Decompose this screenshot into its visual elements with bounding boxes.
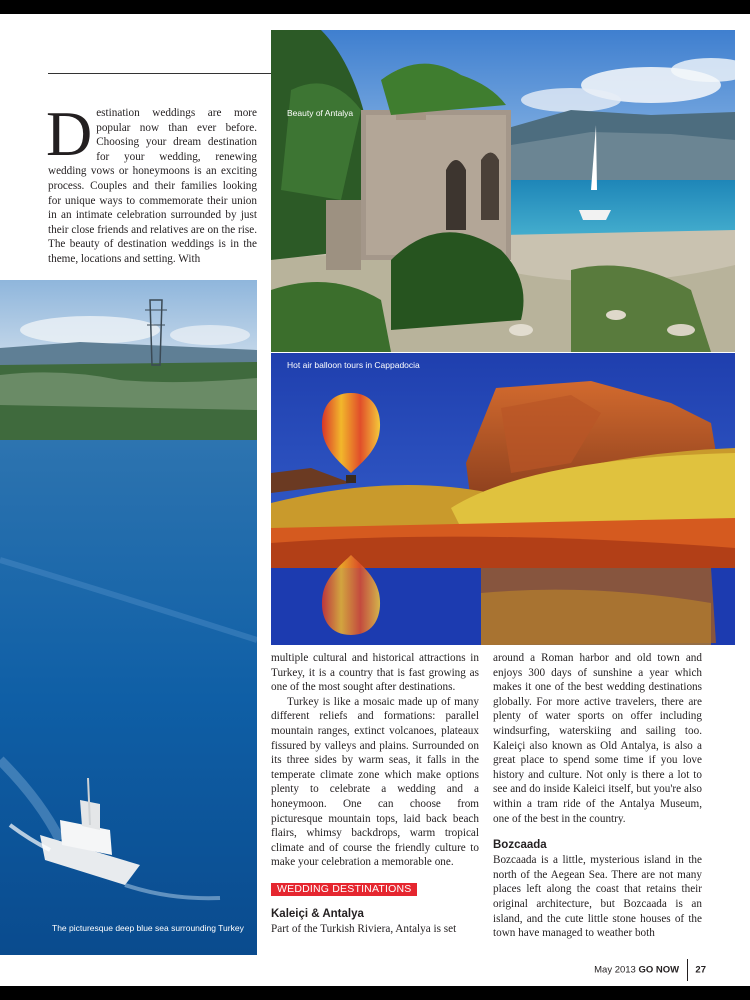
article-column-3 [493,651,702,941]
intro-paragraph [46,98,257,267]
photo-cappadocia [271,353,735,645]
photo-antalya [271,30,735,352]
footer-brand: GO NOW [638,964,680,976]
footer-issue: May 2013 [594,964,636,976]
intro-text: estination weddings are more popular now than ever before. Choosing your dream destination for your wedding, renewing wedding vows or honeymoons is an exciting process. Couples and their families looking for unique ways to commemorate their union in an intimate celebration surrounded by just their close friends and relatives are on the rise. The beauty of destination weddings is in the theme, locations and setting. With [48,107,257,265]
subhead-kaleici-antalya: Kaleiçi & Antalya [271,907,364,920]
footer-separator [687,959,688,981]
col3-paragraph-2: Bozcaada is a little, mysterious island in the north of the Aegean Sea. There are not many places left along the coast that retains their original architecture, but Bozcaada is an island, and the cute little stone houses of the town have managed to weather both [493,854,702,940]
page-number: 27 [695,964,706,976]
antalya-ruins-image [271,30,735,352]
col2-paragraph-3: Part of the Turkish Riviera, Antalya is set [271,922,457,935]
drop-cap: D [46,98,93,169]
subhead-bozcaada: Bozcaada [493,839,547,852]
cappadocia-balloon-image [271,353,735,645]
caption-antalya: Beauty of Antalya [287,108,354,118]
header-rule [48,73,272,74]
col2-paragraph-1: multiple cultural and historical attractions in Turkey, it is a country that is fast growing as one of the most sought after destinations. [271,652,479,694]
caption-cappadocia: Hot air balloon tours in Cappadocia [287,360,420,370]
col3-paragraph-1: around a Roman harbor and old town and enjoys 300 days of sunshine a year which makes it one of the best wedding destinations globally. For more active travelers, there are plenty of water sports on offer including windsurfing, waterskiing and sailing too. Kaleiçi also known as Old Antalya, is also a great place to spend some time if you love history and culture. Not only is there a lot to see and do inside Kaleici itself, but you're also within a tram ride of the Antalya Museum, one of the best in the country. [493,652,702,825]
photo-blue-sea [0,280,257,955]
section-label-wedding-destinations: WEDDING DESTINATIONS [271,883,417,896]
page-footer [594,959,706,981]
magazine-page [0,14,750,986]
caption-sea: The picturesque deep blue sea surrounding Turkey [52,923,244,933]
blue-sea-image [0,280,257,955]
article-column-2 [271,651,479,937]
col2-paragraph-2: Turkey is like a mosaic made up of many different reliefs and formations: parallel mountain ranges, extinct volcanoes, plateaux fissured by valleys and plains. Surrounded on its three sides by warm seas, it falls in the temperate climate zone which make options plenty to celebrate a wedding and a honeymoon. One can choose from picturesque mountain tops, laid back beach flairs, whimsy backdrops, warm tropical climate and of course the friendly culture to make your celebration a memorable one. [271,695,479,869]
